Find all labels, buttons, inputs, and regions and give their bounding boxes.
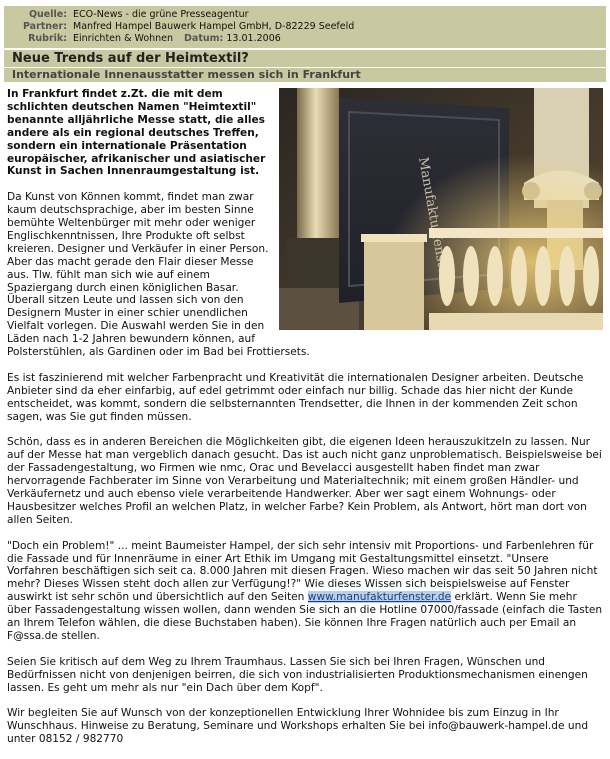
article-meta: [4, 6, 606, 48]
article-subheadline: Internationale Innenausstatter messen sich in Frankfurt: [4, 68, 606, 82]
source-value: ECO-News - die grüne Presseagentur: [73, 9, 249, 20]
source-label: Quelle:: [28, 9, 67, 20]
paragraph-4-text-start: "Doch ein Problem!" ... meint Baumeister Hampel, der sich sehr intensiv mit Proportions- und Farbenlehren für die Fassade und für Innenräume in einer Art Ethik im Umgang mit Gestaltungsmittel einsetzt. "Unsere Vorfahren beschäftigen sich seit ca. 8.000 Jahren mit diesen Fragen. Wieso machen wir das seit 50 Jahren nicht mehr? Dieses Wissen steht doch allen zur Verfügung!?" Wie dieses Wissen sich beispielsweise auf Fenster auswirkt ist sehr schön und übersichtlich auf den Seiten: [7, 539, 598, 604]
category-value: Einrichten & Wohnen: [73, 33, 174, 44]
manufakturfenster-link[interactable]: www.manufakturfenster.de: [307, 591, 452, 604]
category-label: Rubrik:: [28, 33, 67, 44]
meta-source-row: [4, 9, 606, 21]
meta-category-row: [4, 33, 606, 45]
paragraph-1: Da Kunst von Können kommt, findet man zwar kaum deutschsprachige, aber im besten Sinne bemühte Weltenbürger mit mehr oder weniger Englischkenntnissen, Ihre Produkte oft selbst kreieren. Designer und Verkäufer in einer Person. Aber das macht gerade den Flair dieser Messe aus. Tlw. fühlt man sich wie auf einem Spaziergang durch einen königlichen Basar. Überall sitzen Leute und lassen sich von den Designern Muster in einer schier unendlichen Vielfalt vorlegen. Die Auswahl werden Sie in den Läden nach 1-2 Jahren bewundern können, auf Polsterstühlen, als Gardinen oder im Bad bei Frottiersets.: [7, 191, 310, 359]
paragraph-5: Seien Sie kritisch auf dem Weg zu Ihrem Traumhaus. Lassen Sie sich bei Ihren Fragen, Wünschen und Bedürfnissen nicht von denjenigen beirren, die sich von industrialisierten Produktionsmechanismen einengen lassen. Es geht um mehr als nur "ein Dach über dem Kopf".: [7, 655, 588, 694]
date-value: 13.01.2006: [226, 33, 281, 44]
paragraph-6: Wir begleiten Sie auf Wunsch von der konzeptionellen Entwicklung Ihrer Wohnidee bis zum Einzug in Ihr Wunschhaus. Hinweise zu Beratung, Seminare und Workshops erhalten Sie bei info@bauwerk-hampel.de und unter 08152 / 982770: [7, 707, 589, 746]
lead-paragraph: In Frankfurt findet z.Zt. die mit dem schlichten deutschen Namen "Heimtextil" benannte alljährliche Messe statt, die alles andere als ein regional deutsches Treffen, sondern ein internationale Präsentation europäischer, afrikanischer und asiatischer Kunst in Sachen Innenraumgestaltung ist.: [7, 88, 266, 178]
article-photo: [279, 88, 603, 330]
meta-partner-row: [4, 21, 606, 33]
partner-value: Manfred Hampel Bauwerk Hampel GmbH, D-82229 Seefeld: [73, 21, 355, 32]
paragraph-4: [7, 540, 603, 643]
partner-label: Partner:: [22, 21, 67, 32]
paragraph-2: Es ist faszinierend mit welcher Farbenpracht und Kreativität die internationalen Designer arbeiten. Deutsche Anbieter sind da eher einfarbig, auf edel getrimmt oder einfach nur billig. Schade das hier nicht der Kunde entscheidet, was kommt, sondern die selbsternannten Trendsetter, die Ihnen in der kommenden Zeit schon sagen, was Sie gut finden müssen.: [7, 371, 584, 423]
paragraph-3: Schön, dass es in anderen Bereichen die Möglichkeiten gibt, die eigenen Ideen herauszukitzeln zu lassen. Nur auf der Messe hat man vergeblich danach gesucht. Das ist auch nicht ganz unproblematisch. Beispielsweise bei der Fassadengestaltung, wo Firmen wie nmc, Orac und Bevelacci ausgestellt haben findet man zwar hervorragende Fachberater im Sinne von Verarbeitung und Materialtechnik; mit einem großen Händler- und Verkäufernetz und auch ebenso viele verarbeitende Handwerker. Aber wer sagt einem Wohnungs- oder Hausbesitzer welches Profil an welchen Platz, in welcher Farbe? Kein Problem, als Antwort, hört man dort von allen Seiten.: [7, 436, 602, 526]
date-label: Datum:: [184, 33, 224, 44]
article-body: [7, 88, 603, 759]
article-headline: Neue Trends auf der Heimtextil?: [4, 50, 606, 67]
paragraph-4-text-end: erklärt. Wenn Sie mehr über Fassadengestaltung wissen wollen, dann wenden Sie sich an die Hotline 07000/fassade (einfach die Tasten an Ihrem Telefon wählen, die diese Buchstaben haben). Sie können Ihre Fragen natürlich auch per Email an F@ssa.de stellen.: [7, 591, 603, 642]
